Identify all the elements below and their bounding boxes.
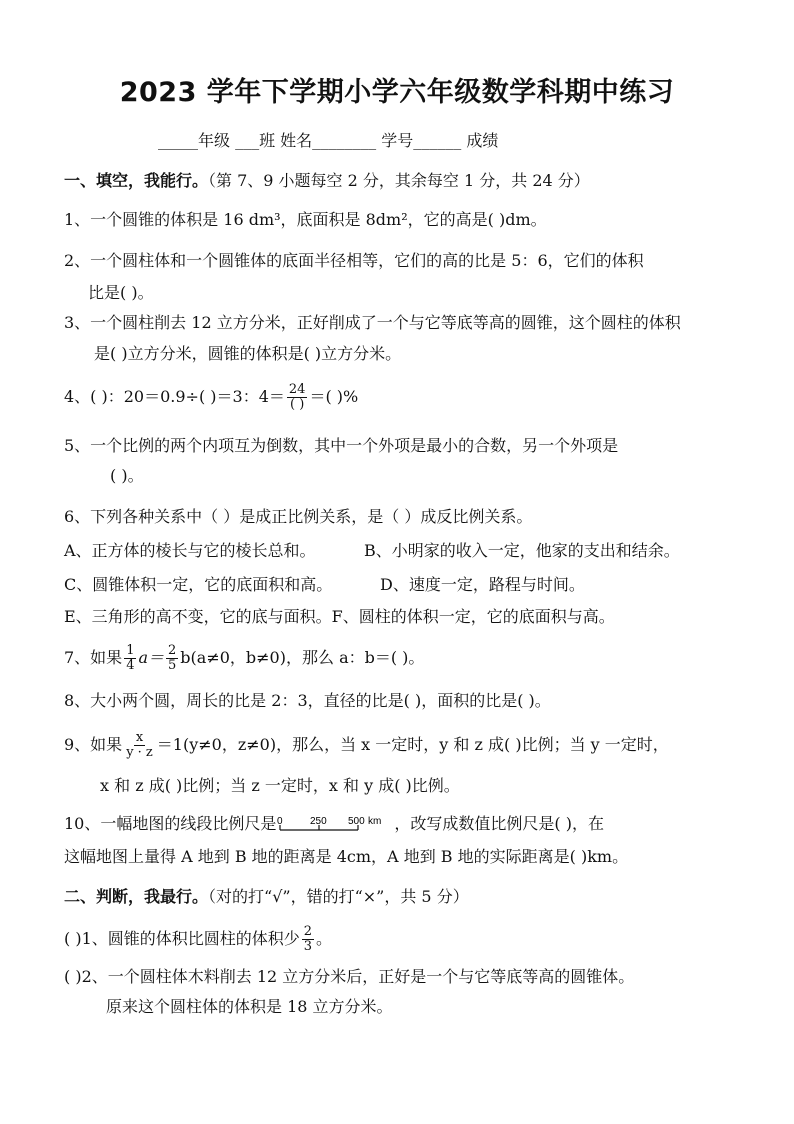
fraction-numerator: 2 — [303, 924, 313, 939]
question-10-line2: 这幅地图上量得 A 地到 B 地的距离是 4cm，A 地到 B 地的实际距离是( )km。 — [64, 847, 629, 866]
section1-heading: 一、填空，我能行。 — [64, 171, 209, 190]
question-6-option-a: A、正方体的棱长与它的棱长总和。 — [64, 541, 316, 560]
question-9-fraction — [124, 731, 155, 760]
section2-note: （对的打“√”，错的打“×”，共 5 分） — [208, 887, 469, 906]
question-4-part1: 4、( )：20＝0.9÷( )＝3：4＝ — [64, 387, 285, 406]
question-3-line1: 3、一个圆柱削去 12 立方分米，正好削成了一个与它等底等高的圆锥，这个圆柱的体积 — [64, 313, 681, 332]
fraction-denominator: 5 — [168, 658, 177, 673]
question-7-suffix: b(a≠0，b≠0)，那么 a：b＝( )。 — [180, 648, 425, 667]
fraction-denominator: 4 — [126, 658, 135, 673]
question-9-prefix: 9、如果 — [64, 735, 123, 754]
question-10-line1 — [64, 813, 604, 836]
fraction-numerator: 24 — [288, 382, 306, 397]
question-9-line2: x 和 z 成( )比例；当 z 一定时，x 和 y 成( )比例。 — [100, 776, 460, 795]
question-6-option-d: D、速度一定，路程与时间。 — [380, 575, 585, 594]
question-4-part2: ＝( )% — [309, 387, 359, 406]
judgement-1-fraction — [302, 925, 314, 954]
question-3-line2: 是( )立方分米，圆锥的体积是( )立方分米。 — [94, 344, 402, 363]
judgement-1-prefix: ( )1、圆锥的体积比圆柱的体积少 — [64, 929, 300, 948]
fraction-numerator: x — [135, 730, 144, 745]
judgement-2-line2: 原来这个圆柱体的体积是 18 立方分米。 — [106, 997, 393, 1016]
scale-label-500: 500 — [348, 815, 366, 827]
question-2-line1: 2、一个圆柱体和一个圆锥体的底面半径相等，它们的高的比是 5：6，它们的体积 — [64, 251, 644, 270]
fraction-numerator: 1 — [126, 643, 135, 658]
question-6-option-c: C、圆锥体积一定，它的底面积和高。 — [64, 575, 333, 594]
judgement-1 — [64, 925, 332, 954]
scale-label-km: km — [368, 815, 382, 827]
question-9-line1 — [64, 731, 669, 760]
question-7-fraction-2 — [166, 644, 178, 673]
question-7-fraction-1 — [124, 644, 136, 673]
question-2-line2: 比是( )。 — [88, 283, 154, 302]
question-9-line1-rest: ＝1(y≠0，z≠0)，那么，当 x 一定时，y 和 z 成( )比例；当 y 一定时， — [156, 735, 669, 754]
question-4-fraction — [287, 383, 308, 412]
fraction-denominator: 3 — [303, 939, 313, 954]
question-7-mid: a＝ — [138, 648, 165, 667]
section2-heading: 二、判断，我最行。 — [64, 887, 209, 906]
fraction-numerator: 2 — [168, 643, 177, 658]
question-1: 1、一个圆锥的体积是 16 dm³，底面积是 8dm²，它的高是( )dm。 — [64, 210, 547, 229]
line-scale-bar — [276, 814, 394, 836]
fraction-denominator: y · z — [126, 745, 153, 760]
student-info-line: _____年级 ___班 姓名________ 学号______ 成绩 — [158, 131, 499, 150]
question-5-line1: 5、一个比例的两个内项互为倒数，其中一个外项是最小的合数，另一个外项是 — [64, 436, 619, 455]
question-7-prefix: 7、如果 — [64, 648, 123, 667]
scale-label-0: 0 — [277, 815, 283, 827]
question-6-option-ef: E、三角形的高不变，它的底与面积。F、圆柱的体积一定，它的底面积与高。 — [64, 607, 615, 626]
question-4 — [64, 383, 358, 412]
question-8: 8、大小两个圆，周长的比是 2：3，直径的比是( )，面积的比是( )。 — [64, 691, 551, 710]
judgement-2-line1: ( )2、一个圆柱体木料削去 12 立方分米后，正好是一个与它等底等高的圆锥体。 — [64, 967, 635, 986]
section1-note: （第 7、9 小题每空 2 分，其余每空 1 分，共 24 分） — [208, 171, 590, 190]
section1-header — [64, 170, 590, 192]
question-6-line1: 6、下列各种关系中（ ）是成正比例关系，是（ ）成反比例关系。 — [64, 507, 533, 526]
judgement-1-suffix: 。 — [316, 929, 333, 948]
section2-header — [64, 886, 469, 908]
exam-title: 2023 学年下学期小学六年级数学科期中练习 — [119, 77, 675, 108]
question-5-line2: ( )。 — [110, 466, 144, 485]
scale-label-250: 250 — [310, 815, 328, 827]
fraction-denominator: ( ) — [290, 397, 305, 412]
question-7 — [64, 644, 424, 673]
question-10-line1-rest: ，改写成数值比例尺是( )，在 — [394, 814, 604, 833]
question-6-option-b: B、小明家的收入一定，他家的支出和结余。 — [364, 541, 680, 560]
question-10-prefix: 10、一幅地图的线段比例尺是 — [64, 814, 277, 833]
